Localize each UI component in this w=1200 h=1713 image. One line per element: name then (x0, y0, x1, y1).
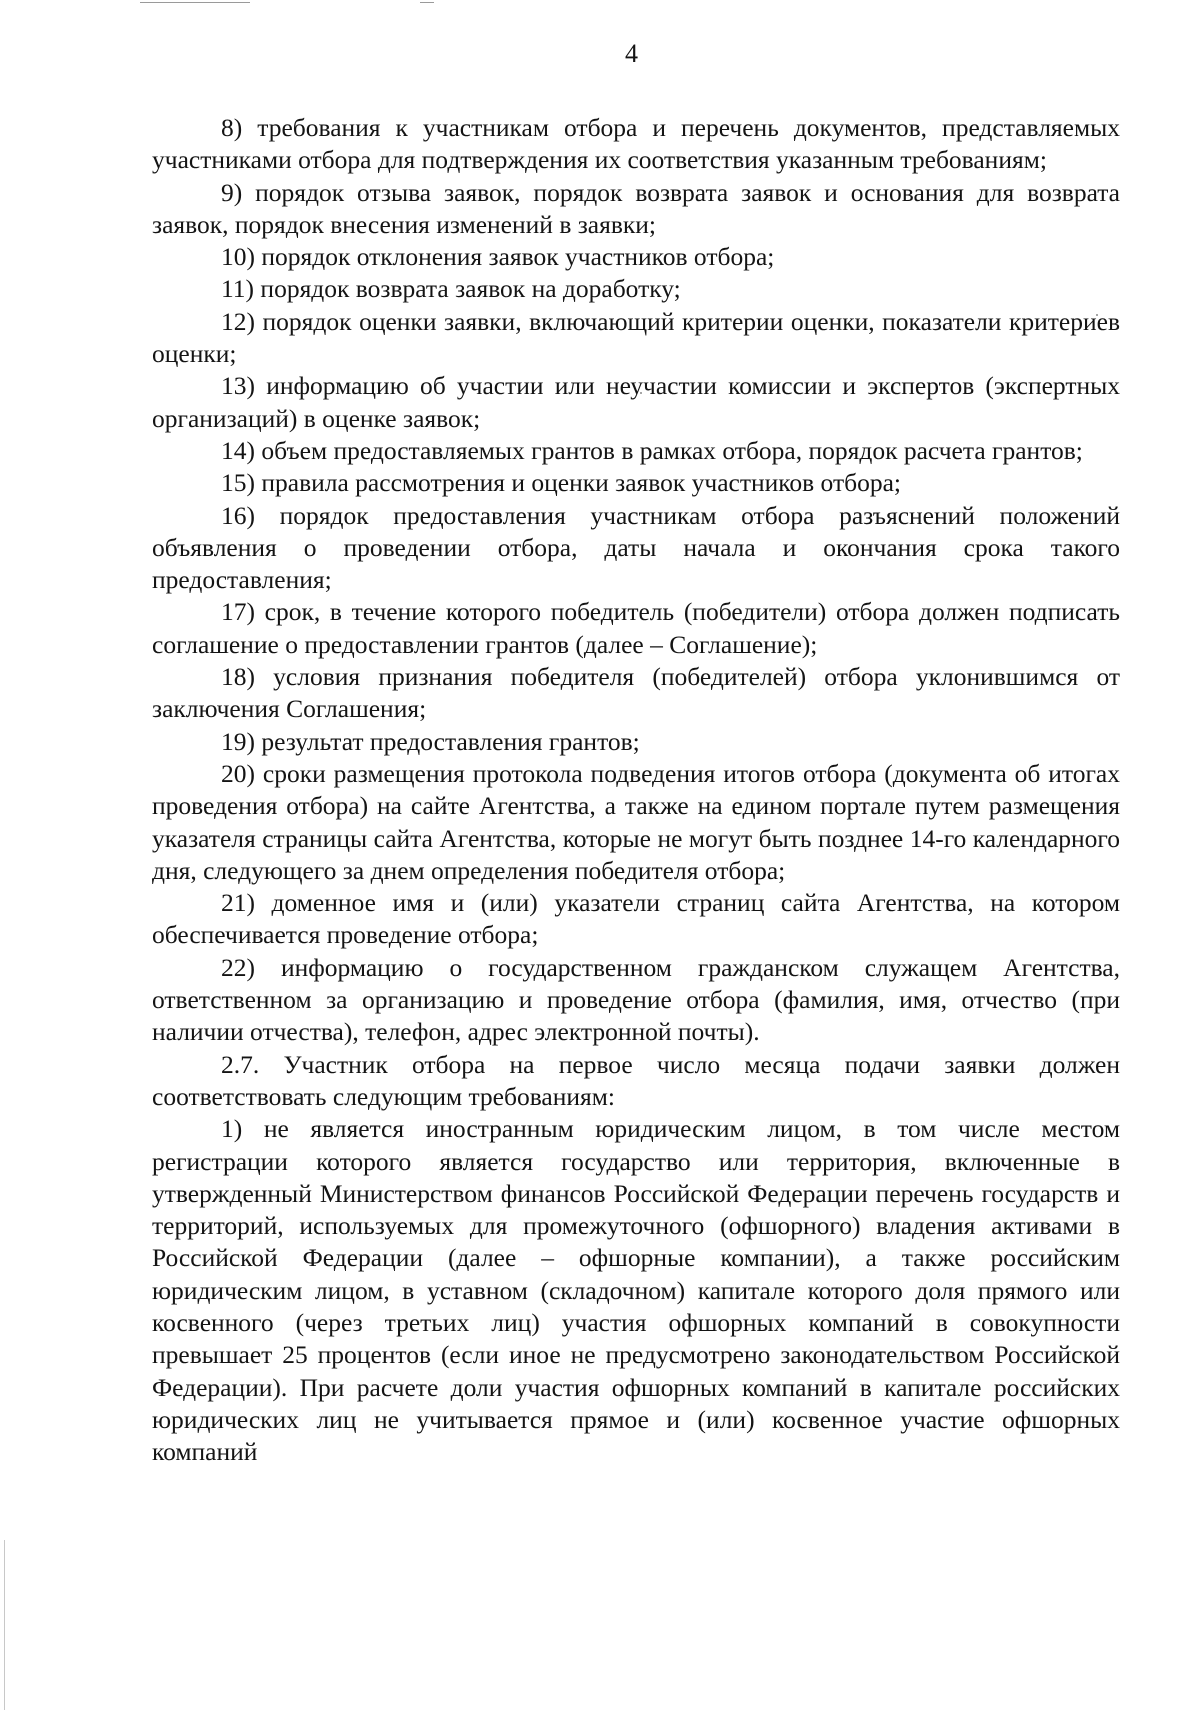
paragraph-item-9: 9) порядок отзыва заявок, порядок возврата заявок и основания для возврата заявок, порядок внесения изменений в заявки; (152, 177, 1120, 239)
paragraph-item-20: 20) сроки размещения протокола подведения итогов отбора (документа об итогах проведения отбора) на сайте Агентства, а также на едином портале путем размещения указателя страницы сайта Агентства, которые не могут быть позднее 14-го календарного дня, следующего за днем определения победителя отбора; (152, 758, 1120, 885)
paragraph-item-22: 22) информацию о государственном гражданском служащем Агентства, ответственном за организацию и проведение отбора (фамилия, имя, отчество (при наличии отчества), телефон, адрес электронной почты). (152, 952, 1120, 1047)
page-number: 4 (625, 39, 638, 68)
paragraph-item-18: 18) условия признания победителя (победителей) отбора уклонившимся от заключения Соглашения; (152, 662, 1120, 724)
paragraph-requirement-1: 1) не является иностранным юридическим лицом, в том числе местом регистрации которого является государство или территория, включенные в утвержденный Министерством финансов Российской Федерации перечень государств и территорий, используемых для промежуточного (офшорного) владения активами в Российской Федерации (далее – офшорные компании), а также российским юридическим лицом, в уставном (складочном) капитале которого доля прямого или косвенного (через третьих лиц) участия офшорных компаний в совокупности превышает 25 процентов (если иное не предусмотрено законодательством Российской Федерации). При расчете доли участия офшорных компаний в капитале российских юридических лиц не учитывается прямое и (или) косвенное участие офшорных компаний (152, 1114, 1120, 1467)
scan-artifact-edge (4, 1540, 5, 1710)
paragraph-item-15: 15) правила рассмотрения и оценки заявок участников отбора; (221, 468, 901, 498)
paragraph-item-13: 13) информацию об участии или неучастии комиссии и экспертов (экспертных организаций) в оценке заявок; (152, 371, 1120, 433)
paragraph-item-8: 8) требования к участникам отбора и перечень документов, представляемых участниками отбора для подтверждения их соответствия указанным требованиям; (152, 113, 1120, 175)
paragraph-item-17: 17) срок, в течение которого победитель (победители) отбора должен подписать соглашение о предоставлении грантов (далее – Соглашение); (152, 597, 1120, 659)
paragraph-item-16: 16) порядок предоставления участникам отбора разъяснений положений объявления о проведении отбора, даты начала и окончания срока такого предоставления; (152, 500, 1120, 595)
paragraph-item-19: 19) результат предоставления грантов; (221, 726, 640, 756)
paragraph-item-21: 21) доменное имя и (или) указатели страниц сайта Агентства, на котором обеспечивается проведение отбора; (152, 888, 1120, 950)
scan-artifact-line (140, 2, 250, 3)
paragraph-item-11: 11) порядок возврата заявок на доработку; (221, 274, 681, 304)
paragraph-item-10: 10) порядок отклонения заявок участников отбора; (221, 242, 775, 272)
scan-artifact-line (420, 2, 434, 3)
paragraph-item-14: 14) объем предоставляемых грантов в рамках отбора, порядок расчета грантов; (221, 435, 1083, 465)
document-body (152, 112, 1120, 1468)
paragraph-clause-2-7: 2.7. Участник отбора на первое число месяца подачи заявки должен соответствовать следующим требованиям: (152, 1049, 1120, 1111)
paragraph-item-12: 12) порядок оценки заявки, включающий критерии оценки, показатели критериев оценки; (152, 306, 1120, 369)
